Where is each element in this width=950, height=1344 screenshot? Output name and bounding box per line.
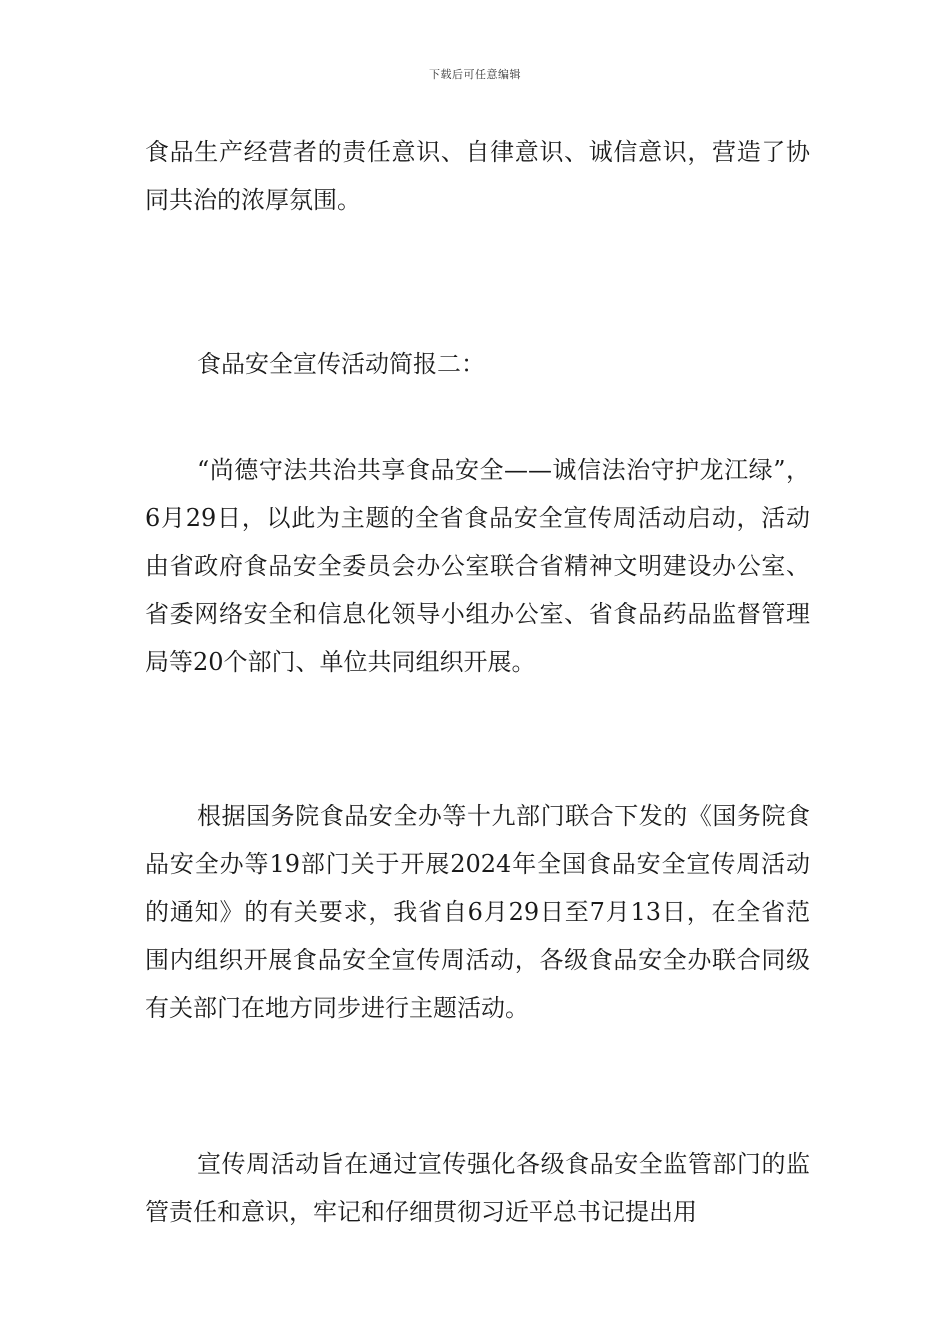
header-note: 下载后可任意编辑 [429, 68, 521, 81]
document-body [145, 128, 810, 1236]
paragraph-continuation: 食品生产经营者的责任意识、自律意识、诚信意识，营造了协同共治的浓厚氛围。 [145, 138, 810, 214]
paragraph-purpose: 宣传周活动旨在通过宣传强化各级食品安全监管部门的监管责任和意识，牢记和仔细贯彻习近平总书记提出用 [145, 1150, 810, 1226]
paragraph-theme: “尚德守法共治共享食品安全——诚信法治守护龙江绿”，6月29日，以此为主题的全省食品安全宣传周活动启动，活动由省政府食品安全委员会办公室联合省精神文明建设办公室、省委网络安全和信息化领导小组办公室、省食品药品监督管理局等20个部门、单位共同组织开展。 [145, 456, 810, 676]
section-heading: 食品安全宣传活动简报二： [197, 350, 485, 378]
paragraph-notice: 根据国务院食品安全办等十九部门联合下发的《国务院食品安全办等19部门关于开展2024年全国食品安全宣传周活动的通知》的有关要求，我省自6月29日至7月13日，在全省范围内组织开展食品安全宣传周活动，各级食品安全办联合同级有关部门在地方同步进行主题活动。 [145, 802, 810, 1022]
